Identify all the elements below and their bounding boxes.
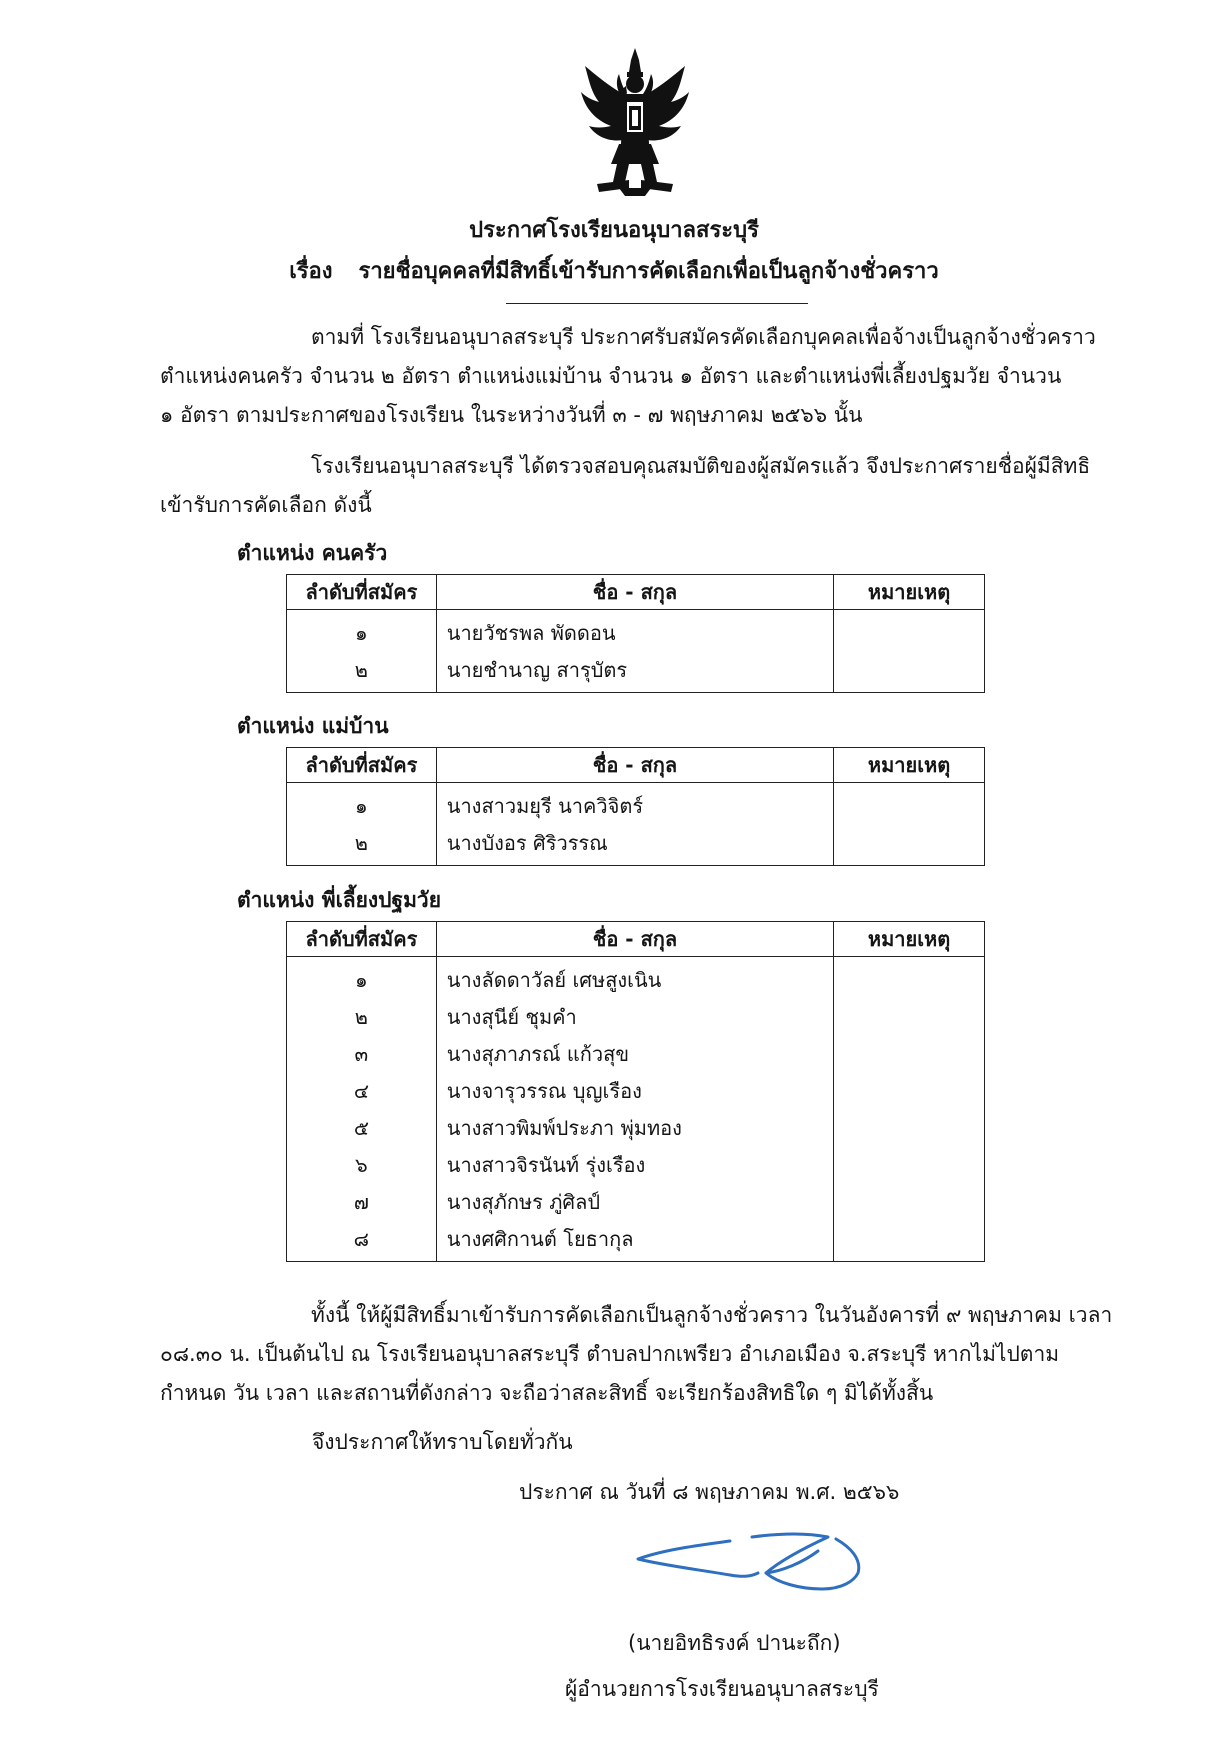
table-row	[287, 1109, 985, 1146]
row-number: ๑	[287, 610, 437, 652]
table-row	[287, 651, 985, 693]
row-note	[834, 1220, 985, 1262]
table-row	[287, 824, 985, 866]
row-number: ๑	[287, 957, 437, 999]
intro-line: ตำแหน่งคนครัว จำนวน ๒ อัตรา ตำแหน่งแม่บ้าน จำนวน ๑ อัตรา และตำแหน่งพี่เลี้ยงปฐมวัย จำนวน	[160, 364, 1062, 388]
row-note	[834, 1183, 985, 1220]
row-note	[834, 1109, 985, 1146]
row-name: นางสาวจิรนันท์ รุ่งเรือง	[436, 1146, 833, 1183]
header-note: หมายเหตุ	[834, 922, 985, 957]
table-row	[287, 610, 985, 652]
header-order: ลำดับที่สมัคร	[287, 922, 437, 957]
table-row	[287, 1220, 985, 1262]
intro-paragraph	[160, 318, 1110, 435]
check-line: โรงเรียนอนุบาลสระบุรี ได้ตรวจสอบคุณสมบัติของผู้สมัครแล้ว จึงประกาศรายชื่อผู้มีสิทธิ	[311, 454, 1091, 478]
table-row	[287, 1183, 985, 1220]
row-note	[834, 1072, 985, 1109]
header-name: ชื่อ - สกุล	[436, 575, 833, 610]
table-row	[287, 783, 985, 825]
row-number: ๕	[287, 1109, 437, 1146]
subject-text: รายชื่อบุคคลที่มีสิทธิ์เข้ารับการคัดเลือกเพื่อเป็นลูกจ้างชั่วคราว	[358, 259, 939, 284]
row-name: นางสาวมยุรี นาควิจิตร์	[436, 783, 833, 825]
row-number: ๑	[287, 783, 437, 825]
table-header-row	[287, 748, 985, 783]
table-row	[287, 1146, 985, 1183]
closing-paragraph	[160, 1296, 1113, 1413]
row-name: นางบังอร ศิริวรรณ	[436, 824, 833, 866]
row-note	[834, 824, 985, 866]
table-row	[287, 998, 985, 1035]
announce-line: จึงประกาศให้ทราบโดยทั่วกัน	[312, 1430, 573, 1454]
table-row	[287, 957, 985, 999]
row-number: ๒	[287, 651, 437, 693]
row-name: นางสุภักษร ภู่ศิลป์	[436, 1183, 833, 1220]
row-name: นายชำนาญ สารุบัตร	[436, 651, 833, 693]
section-title-cook: ตำแหน่ง คนครัว	[237, 541, 388, 565]
table-header-row	[287, 575, 985, 610]
table-row	[287, 1072, 985, 1109]
cook-table	[286, 574, 985, 693]
header-note: หมายเหตุ	[834, 748, 985, 783]
row-name: นายวัชรพล พัดดอน	[436, 610, 833, 652]
caregiver-table	[286, 921, 985, 1262]
row-number: ๖	[287, 1146, 437, 1183]
check-paragraph	[160, 447, 1110, 525]
row-number: ๒	[287, 824, 437, 866]
announcement-subject	[0, 253, 1228, 288]
row-name: นางจารุวรรณ บุญเรือง	[436, 1072, 833, 1109]
announcement-date: ประกาศ ณ วันที่ ๘ พฤษภาคม พ.ศ. ๒๕๖๖	[519, 1480, 900, 1504]
row-note	[834, 1035, 985, 1072]
handwritten-signature	[632, 1523, 868, 1603]
header-name: ชื่อ - สกุล	[436, 748, 833, 783]
check-line: เข้ารับการคัดเลือก ดังนี้	[160, 493, 372, 517]
row-name: นางศศิกานต์ โยธากุล	[436, 1220, 833, 1262]
row-note	[834, 783, 985, 825]
intro-line: ตามที่ โรงเรียนอนุบาลสระบุรี ประกาศรับสมัครคัดเลือกบุคคลเพื่อจ้างเป็นลูกจ้างชั่วคราว	[311, 325, 1096, 349]
intro-line: ๑ อัตรา ตามประกาศของโรงเรียน ในระหว่างวันที่ ๓ - ๗ พฤษภาคม ๒๕๖๖ นั้น	[160, 403, 863, 427]
closing-line: กำหนด วัน เวลา และสถานที่ดังกล่าว จะถือว่าสละสิทธิ์ จะเรียกร้องสิทธิใด ๆ มิได้ทั้งสิ้น	[160, 1381, 934, 1405]
section-title-housekeeper: ตำแหน่ง แม่บ้าน	[237, 714, 389, 738]
table-header-row	[287, 922, 985, 957]
row-name: นางสุภาภรณ์ แก้วสุข	[436, 1035, 833, 1072]
row-number: ๒	[287, 998, 437, 1035]
row-note	[834, 957, 985, 999]
row-number: ๔	[287, 1072, 437, 1109]
subject-label: เรื่อง	[289, 259, 333, 284]
announcement-title: ประกาศโรงเรียนอนุบาลสระบุรี	[469, 218, 759, 243]
row-note	[834, 1146, 985, 1183]
row-name: นางสาวพิมพ์ประภา พุ่มทอง	[436, 1109, 833, 1146]
row-number: ๗	[287, 1183, 437, 1220]
signatory-name: (นายอิทธิรงค์ ปานะถึก)	[628, 1631, 841, 1655]
table-row	[287, 1035, 985, 1072]
row-name: นางลัดดาวัลย์ เศษสูงเนิน	[436, 957, 833, 999]
header-note: หมายเหตุ	[834, 575, 985, 610]
row-name: นางสุนีย์ ชุมคำ	[436, 998, 833, 1035]
closing-line: ทั้งนี้ ให้ผู้มีสิทธิ์มาเข้ารับการคัดเลือกเป็นลูกจ้างชั่วคราว ในวันอังคารที่ ๙ พฤษภาคม เวลา	[311, 1303, 1113, 1327]
section-title-caregiver: ตำแหน่ง พี่เลี้ยงปฐมวัย	[237, 888, 442, 912]
row-number: ๘	[287, 1220, 437, 1262]
closing-line: ๐๘.๓๐ น. เป็นต้นไป ณ โรงเรียนอนุบาลสระบุรี ตำบลปากเพรียว อำเภอเมือง จ.สระบุรี หากไม่ไปตาม	[160, 1342, 1060, 1366]
row-number: ๓	[287, 1035, 437, 1072]
signatory-position: ผู้อำนวยการโรงเรียนอนุบาลสระบุรี	[565, 1677, 879, 1701]
row-note	[834, 651, 985, 693]
header-order: ลำดับที่สมัคร	[287, 748, 437, 783]
title-underline	[506, 303, 808, 304]
header-order: ลำดับที่สมัคร	[287, 575, 437, 610]
housekeeper-table	[286, 747, 985, 866]
row-note	[834, 998, 985, 1035]
garuda-emblem-icon	[579, 46, 691, 198]
row-note	[834, 610, 985, 652]
header-name: ชื่อ - สกุล	[436, 922, 833, 957]
